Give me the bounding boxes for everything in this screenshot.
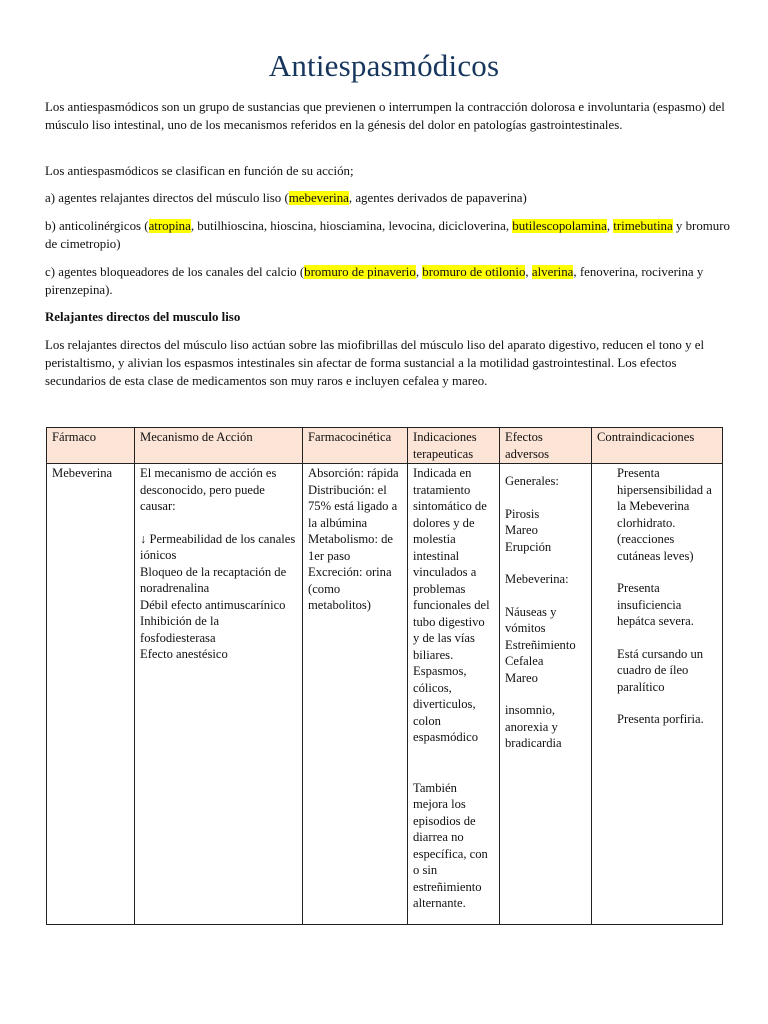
header-farmaco: Fármaco xyxy=(47,428,135,464)
adverse-item: Cefalea xyxy=(505,654,544,668)
cell-mechanism xyxy=(135,464,303,925)
class-b-line xyxy=(45,217,735,253)
adverse-item: Mareo xyxy=(505,523,538,537)
class-b-comma: , xyxy=(606,219,614,233)
classification-intro: Los antiespasmódicos se clasifican en función de su acción; xyxy=(45,164,354,178)
cell-drug: Mebeverina xyxy=(47,464,135,925)
header-efectos: Efectos adversos xyxy=(500,428,592,464)
adverse-item: Náuseas y vómitos xyxy=(505,604,557,635)
table-header-row xyxy=(47,428,723,464)
class-b-mid: , butilhioscina, hioscina, hiosciamina, levocina, dicicloverina, xyxy=(190,219,513,233)
header-indicaciones: Indicaciones terapeuticas xyxy=(408,428,500,464)
class-a-suffix: , agentes derivados de papaverina) xyxy=(348,191,527,205)
adverse-item: Estreñimiento xyxy=(505,637,576,652)
relaxants-paragraph: Los relajantes directos del músculo liso actúan sobre las miofibrillas del músculo liso del aparato digestivo, reducen el tono y el peristaltismo, y alivian los espasmos intestinales sin afectar de forma sustancial a la motilidad gastrointestinal. Los efectos secundarios de esta clase de medicamentos son muy raros e incluyen cefalea y mareo. xyxy=(45,338,705,388)
mechanism-item: ↓ Permeabilidad de los canales iónicos xyxy=(140,531,296,562)
cell-pharmacokinetics: Absorción: rápida Distribución: el 75% está ligado a la albúmina Metabolismo: de 1er paso Excreción: orina (como metabolitos) xyxy=(303,464,408,925)
class-a-line xyxy=(45,189,735,207)
mechanism-intro: El mecanismo de acción es desconocido, pero puede causar: xyxy=(140,466,277,513)
contraindication-item: Está cursando un cuadro de íleo paralítico xyxy=(617,646,704,694)
highlight-mebeverina: mebeverina xyxy=(288,191,349,205)
section-subheading: Relajantes directos del musculo liso xyxy=(45,310,241,324)
cell-contraindications xyxy=(592,464,723,925)
highlight-otilonio: bromuro de otilonio xyxy=(422,265,526,279)
highlight-pinaverio: bromuro de pinaverio xyxy=(304,265,416,279)
mechanism-item: Bloqueo de la recaptación de noradrenalina xyxy=(140,564,287,595)
table-row xyxy=(47,464,723,925)
highlight-atropina: atropina xyxy=(148,219,191,233)
adverse-other: insomnio, anorexia y bradicardia xyxy=(505,703,562,750)
header-mecanismo: Mecanismo de Acción xyxy=(135,428,303,464)
adverse-item: Erupción xyxy=(505,539,552,554)
adverse-item: Pirosis xyxy=(505,506,540,521)
header-farmacocinetica: Farmacocinética xyxy=(303,428,408,464)
mechanism-item: Débil efecto antimuscarínico xyxy=(140,597,286,612)
mechanism-item: Efecto anestésico xyxy=(140,647,228,661)
highlight-butilescopolamina: butilescopolamina xyxy=(512,219,607,233)
contraindication-item: Presenta porfiria. xyxy=(617,712,704,726)
class-c-comma1: , xyxy=(415,265,423,279)
header-contraindicaciones: Contraindicaciones xyxy=(592,428,723,464)
contraindication-item: Presenta insuficiencia hepátca severa. xyxy=(617,581,694,628)
class-c-comma2: , xyxy=(525,265,532,279)
class-c-suffix: , fenoverina, rociverina y pirenzepina). xyxy=(45,265,704,297)
class-a-prefix: a) agentes relajantes directos del músculo liso ( xyxy=(45,191,289,205)
highlight-trimebutina: trimebutina xyxy=(613,219,673,233)
page-title: Antiespasmódicos xyxy=(268,48,500,83)
adverse-mebeverina-label: Mebeverina: xyxy=(505,572,569,586)
intro-paragraph: Los antiespasmódicos son un grupo de sustancias que previenen o interrumpen la contracción dolorosa e involuntaria (espasmo) del músculo liso intestinal, uno de los mecanismos referidos en la génesis del dolor en patologías gastrointestinales. xyxy=(45,100,725,132)
mechanism-item: Inhibición de la fosfodiesterasa xyxy=(140,614,220,645)
class-b-suffix: y bromuro de cimetropio) xyxy=(45,219,730,251)
cell-indications xyxy=(408,464,500,925)
contraindication-item: Presenta hipersensibilidad a la Mebeverina clorhidrato. (reacciones cutáneas leves) xyxy=(617,466,712,563)
class-c-prefix: c) agentes bloqueadores de los canales del calcio ( xyxy=(45,265,305,279)
class-c-line xyxy=(45,263,735,299)
adverse-general-label: Generales: xyxy=(505,474,559,488)
class-b-prefix: b) anticolinérgicos ( xyxy=(45,219,149,233)
drug-table xyxy=(46,427,723,925)
indications-extra: También mejora los episodios de diarrea no específica, con o sin estreñimiento alternante. xyxy=(413,780,488,910)
indications-text: Indicada en tratamiento sintomático de dolores y de molestia intestinal vinculados a problemas funcionales del tubo digestivo y de las vías biliares. Espasmos, cólicos, diverticulos, colon espasmódico xyxy=(413,466,490,744)
highlight-alverina: alverina xyxy=(531,265,574,279)
cell-adverse-effects xyxy=(500,464,592,925)
adverse-item: Mareo xyxy=(505,670,538,685)
